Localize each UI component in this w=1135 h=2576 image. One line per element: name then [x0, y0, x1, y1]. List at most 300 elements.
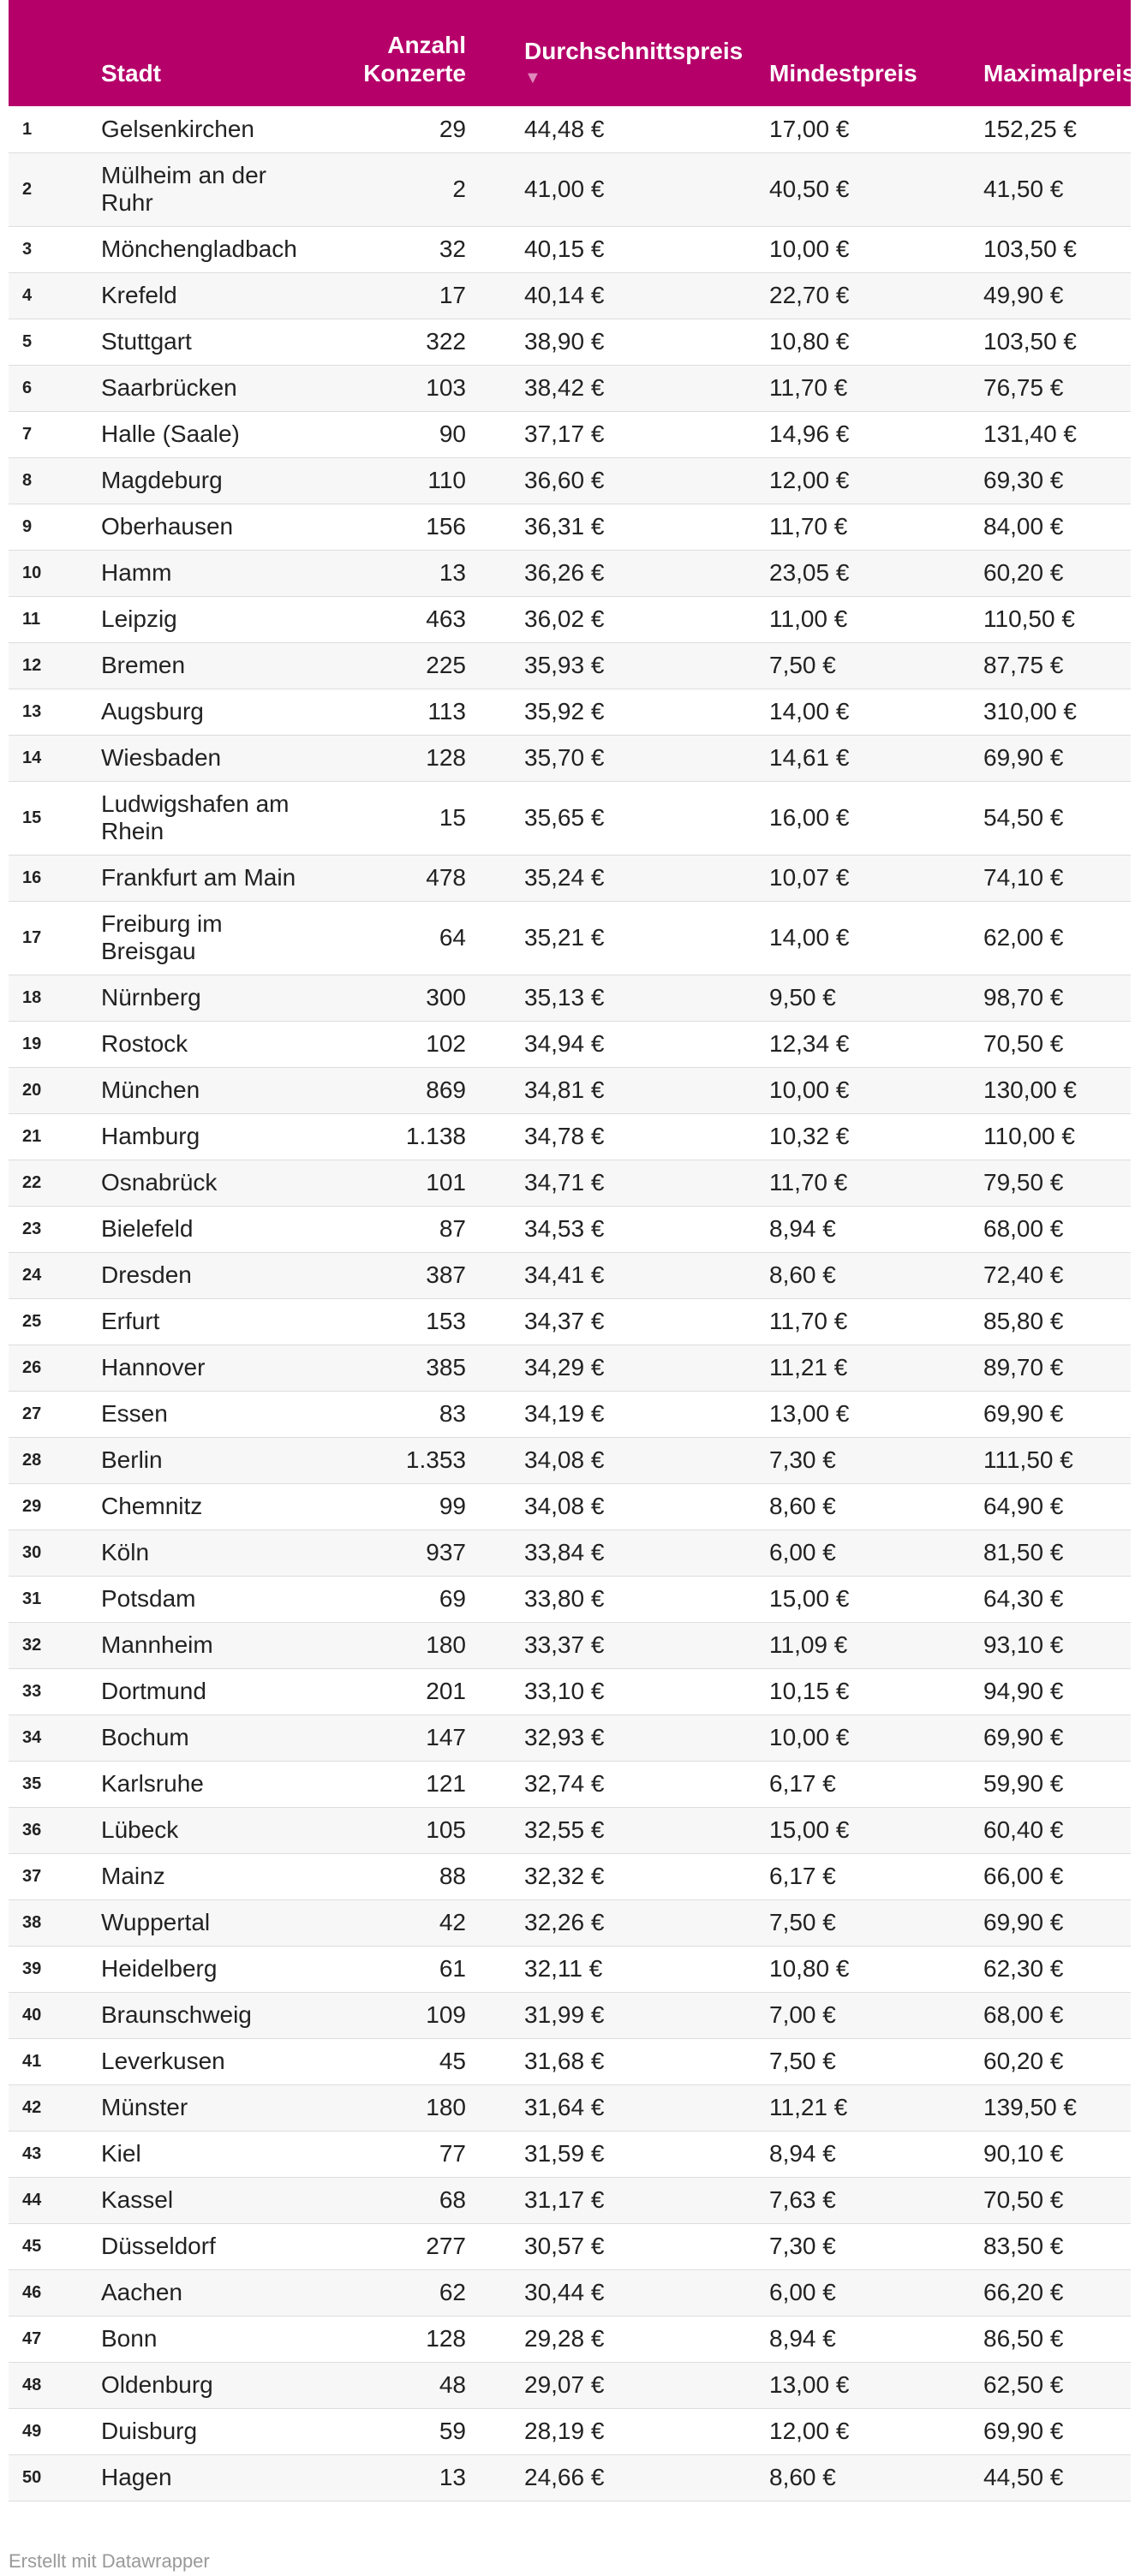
min-price-cell: 11,09 € [769, 1631, 848, 1658]
rank-cell: 17 [22, 928, 42, 947]
max-price-cell: 85,80 € [983, 1308, 1064, 1334]
rank-cell: 42 [22, 2098, 42, 2117]
avg-price-cell: 24,66 € [524, 2464, 605, 2490]
rank-cell: 20 [22, 1081, 42, 1100]
min-price-cell: 10,00 € [769, 1724, 850, 1750]
concert-count-cell: 300 [426, 984, 466, 1011]
city-cell: Karlsruhe [101, 1770, 204, 1797]
min-price-cell: 11,21 € [769, 1354, 848, 1380]
avg-price-cell: 34,29 € [524, 1354, 605, 1380]
table-row [9, 1021, 1131, 1067]
min-price-cell: 13,00 € [769, 2371, 850, 2398]
avg-price-cell: 32,32 € [524, 1863, 605, 1889]
avg-price-cell: 36,31 € [524, 513, 605, 540]
rank-cell: 9 [22, 517, 33, 536]
concert-count-cell: 869 [426, 1076, 466, 1103]
table-row [9, 855, 1131, 901]
header-max-price[interactable]: Maximalpreis [973, 12, 1131, 106]
avg-price-cell: 28,19 € [524, 2418, 605, 2444]
min-price-cell: 7,50 € [769, 652, 836, 678]
min-price-cell: 6,00 € [769, 1539, 836, 1565]
avg-price-cell: 33,80 € [524, 1585, 605, 1612]
avg-price-cell: 31,59 € [524, 2140, 605, 2167]
table-row [9, 457, 1131, 504]
header-city[interactable]: Stadt [91, 12, 314, 106]
min-price-cell: 11,00 € [769, 605, 848, 632]
table-row [9, 689, 1131, 735]
rank-cell: 47 [22, 2329, 42, 2348]
concert-count-cell: 77 [439, 2140, 466, 2167]
max-price-cell: 70,50 € [983, 1030, 1064, 1057]
concert-count-cell: 147 [426, 1724, 466, 1750]
city-cell: Oberhausen [101, 513, 234, 540]
city-cell: Nürnberg [101, 984, 201, 1011]
max-price-cell: 93,10 € [983, 1631, 1064, 1658]
table-row [9, 1761, 1131, 1807]
concert-count-cell: 277 [426, 2233, 466, 2259]
city-cell: Aachen [101, 2279, 182, 2305]
rank-cell: 35 [22, 1774, 42, 1793]
city-cell: Chemnitz [101, 1493, 203, 1519]
rank-cell: 13 [22, 702, 42, 721]
concert-count-cell: 225 [426, 652, 466, 678]
min-price-cell: 6,17 € [769, 1770, 836, 1797]
concert-count-cell: 64 [439, 924, 466, 951]
city-cell: Lübeck [101, 1816, 179, 1843]
min-price-cell: 6,17 € [769, 1863, 836, 1889]
table-row [9, 1576, 1131, 1622]
avg-price-cell: 34,94 € [524, 1030, 605, 1057]
city-cell: Leipzig [101, 605, 177, 632]
max-price-cell: 62,50 € [983, 2371, 1064, 2398]
city-cell: Hamm [101, 559, 172, 586]
min-price-cell: 8,60 € [769, 1493, 836, 1519]
concert-price-table [9, 0, 1135, 2501]
table-row [9, 411, 1131, 457]
concert-count-cell: 478 [426, 864, 466, 891]
avg-price-cell: 35,13 € [524, 984, 605, 1011]
min-price-cell: 7,00 € [769, 2001, 836, 2028]
table-row [9, 1252, 1131, 1298]
min-price-cell: 14,00 € [769, 924, 850, 951]
avg-price-cell: 32,11 € [524, 1955, 603, 1982]
concert-count-cell: 61 [439, 1955, 466, 1982]
concert-count-cell: 1.353 [405, 1446, 466, 1473]
table-row [9, 1160, 1131, 1206]
max-price-cell: 60,40 € [983, 1816, 1064, 1843]
min-price-cell: 22,70 € [769, 282, 850, 308]
avg-price-cell: 32,93 € [524, 1724, 605, 1750]
max-price-cell: 103,50 € [983, 236, 1077, 262]
city-cell: Gelsenkirchen [101, 115, 254, 142]
rank-cell: 19 [22, 1035, 42, 1053]
max-price-cell: 110,50 € [983, 605, 1075, 632]
table-row [9, 2038, 1131, 2084]
max-price-cell: 62,30 € [983, 1955, 1064, 1982]
rank-cell: 38 [22, 1913, 42, 1932]
rank-cell: 27 [22, 1404, 42, 1423]
max-price-cell: 130,00 € [983, 1076, 1077, 1103]
avg-price-cell: 40,15 € [524, 236, 605, 262]
rank-cell: 24 [22, 1266, 42, 1285]
city-cell: Rostock [101, 1030, 188, 1057]
avg-price-cell: 31,99 € [524, 2001, 605, 2028]
rank-cell: 1 [22, 119, 33, 139]
rank-cell: 34 [22, 1728, 42, 1747]
city-cell: Münster [101, 2094, 188, 2120]
rank-cell: 3 [22, 240, 33, 259]
rank-cell: 23 [22, 1219, 42, 1238]
max-price-cell: 79,50 € [983, 1169, 1064, 1196]
max-price-cell: 69,90 € [983, 744, 1064, 771]
city-cell: Essen [101, 1400, 168, 1427]
avg-price-cell: 32,74 € [524, 1770, 605, 1797]
max-price-cell: 94,90 € [983, 1678, 1064, 1704]
city-cell: Hagen [101, 2464, 172, 2490]
min-price-cell: 9,50 € [769, 984, 836, 1011]
table-row [9, 2362, 1131, 2408]
max-price-cell: 70,50 € [983, 2186, 1064, 2213]
sort-descending-icon: ▼ [524, 69, 541, 87]
concert-count-cell: 90 [439, 420, 466, 447]
rank-cell: 21 [22, 1127, 42, 1146]
max-price-cell: 74,10 € [983, 864, 1064, 891]
table-row [9, 975, 1131, 1021]
city-cell: Krefeld [101, 282, 177, 308]
max-price-cell: 59,90 € [983, 1770, 1064, 1797]
concert-count-cell: 99 [439, 1493, 466, 1519]
rank-cell: 46 [22, 2283, 42, 2302]
table-row [9, 1714, 1131, 1761]
avg-price-cell: 35,24 € [524, 864, 605, 891]
rank-cell: 48 [22, 2376, 42, 2394]
footer-credit: Erstellt mit Datawrapper [9, 2550, 210, 2572]
max-price-cell: 110,00 € [983, 1123, 1075, 1149]
table-row [9, 1807, 1131, 1853]
concert-count-cell: 110 [427, 467, 466, 493]
table-row [9, 2269, 1131, 2316]
min-price-cell: 16,00 € [769, 804, 850, 831]
concert-count-cell: 121 [426, 1770, 466, 1797]
avg-price-cell: 36,02 € [524, 605, 605, 632]
rank-cell: 32 [22, 1636, 42, 1655]
city-cell: Kiel [101, 2140, 141, 2167]
city-cell: Düsseldorf [101, 2233, 216, 2259]
rank-cell: 5 [22, 332, 33, 351]
city-cell: Stuttgart [101, 328, 192, 355]
avg-price-cell: 31,64 € [524, 2094, 605, 2120]
avg-price-cell: 34,08 € [524, 1493, 605, 1519]
rank-cell: 50 [22, 2468, 42, 2487]
city-cell: Dortmund [101, 1678, 206, 1704]
rank-cell: 25 [22, 1312, 42, 1331]
max-price-cell: 49,90 € [983, 282, 1064, 308]
table-row [9, 2177, 1131, 2223]
rank-cell: 18 [22, 988, 42, 1007]
min-price-cell: 12,34 € [769, 1030, 850, 1057]
min-price-cell: 8,94 € [769, 1215, 836, 1242]
table-row [9, 1067, 1131, 1113]
avg-price-cell: 33,10 € [524, 1678, 605, 1704]
concert-count-cell: 45 [439, 2048, 466, 2074]
rank-cell: 8 [22, 471, 33, 490]
concert-count-cell: 1.138 [405, 1123, 466, 1149]
header-min-price[interactable]: Mindestpreis [759, 12, 973, 106]
table-row [9, 1298, 1131, 1345]
max-price-cell: 60,20 € [983, 559, 1064, 586]
rank-cell: 4 [22, 286, 33, 305]
max-price-cell: 87,75 € [983, 652, 1064, 678]
table-row [9, 1391, 1131, 1437]
avg-price-cell: 34,08 € [524, 1446, 605, 1473]
max-price-cell: 64,30 € [983, 1585, 1064, 1612]
table-row [9, 2454, 1131, 2501]
min-price-cell: 10,80 € [769, 1955, 850, 1982]
min-price-cell: 11,70 € [769, 1169, 848, 1196]
avg-price-cell: 35,92 € [524, 698, 605, 724]
rank-cell: 15 [22, 808, 42, 827]
city-cell: Mülheim an der Ruhr [101, 162, 266, 216]
avg-price-cell: 33,37 € [524, 1631, 605, 1658]
min-price-cell: 7,50 € [769, 1909, 836, 1935]
rank-cell: 14 [22, 748, 42, 767]
max-price-cell: 139,50 € [983, 2094, 1077, 2120]
city-cell: Oldenburg [101, 2371, 213, 2398]
table-scroll-container[interactable] [9, 0, 1135, 2501]
concert-count-cell: 128 [426, 744, 466, 771]
concert-count-cell: 88 [439, 1863, 466, 1889]
min-price-cell: 10,32 € [769, 1123, 850, 1149]
rank-cell: 40 [22, 2006, 42, 2024]
table-row [9, 901, 1131, 975]
rank-cell: 6 [22, 379, 33, 397]
min-price-cell: 10,07 € [769, 864, 850, 891]
avg-price-cell: 30,44 € [524, 2279, 605, 2305]
concert-count-cell: 463 [426, 605, 466, 632]
header-rank [9, 12, 91, 106]
concert-count-cell: 32 [439, 236, 466, 262]
rank-cell: 45 [22, 2237, 42, 2256]
max-price-cell: 83,50 € [983, 2233, 1064, 2259]
concert-count-cell: 156 [426, 513, 466, 540]
city-cell: Berlin [101, 1446, 163, 1473]
city-cell: Köln [101, 1539, 150, 1565]
city-cell: Bonn [101, 2325, 158, 2352]
max-price-cell: 89,70 € [983, 1354, 1064, 1380]
min-price-cell: 17,00 € [769, 115, 850, 142]
min-price-cell: 15,00 € [769, 1816, 850, 1843]
min-price-cell: 7,50 € [769, 2048, 836, 2074]
rank-cell: 33 [22, 1682, 42, 1701]
table-row [9, 106, 1131, 152]
table-row [9, 1668, 1131, 1714]
table-row [9, 550, 1131, 596]
concert-count-cell: 385 [426, 1354, 466, 1380]
avg-price-cell: 41,00 € [524, 176, 605, 202]
table-row [9, 226, 1131, 272]
rank-cell: 39 [22, 1959, 42, 1978]
max-price-cell: 41,50 € [983, 176, 1064, 202]
concert-count-cell: 2 [452, 176, 466, 202]
concert-count-cell: 153 [426, 1308, 466, 1334]
avg-price-cell: 32,55 € [524, 1816, 605, 1843]
header-avg-price[interactable] [476, 12, 759, 106]
city-cell: Halle (Saale) [101, 420, 240, 447]
avg-price-cell: 37,17 € [524, 420, 605, 447]
concert-count-cell: 113 [427, 698, 466, 724]
table-row [9, 596, 1131, 642]
min-price-cell: 15,00 € [769, 1585, 850, 1612]
table-row [9, 1483, 1131, 1530]
rank-cell: 12 [22, 656, 42, 675]
min-price-cell: 8,94 € [769, 2325, 836, 2352]
rank-cell: 26 [22, 1358, 42, 1377]
min-price-cell: 13,00 € [769, 1400, 850, 1427]
max-price-cell: 69,90 € [983, 2418, 1064, 2444]
rank-cell: 28 [22, 1451, 42, 1470]
table-row [9, 272, 1131, 319]
city-cell: Saarbrücken [101, 374, 237, 401]
max-price-cell: 111,50 € [983, 1446, 1073, 1473]
min-price-cell: 11,21 € [769, 2094, 848, 2120]
min-price-cell: 11,70 € [769, 1308, 848, 1334]
city-cell: Leverkusen [101, 2048, 225, 2074]
table-header [9, 12, 1135, 106]
avg-price-cell: 35,93 € [524, 652, 605, 678]
max-price-cell: 90,10 € [983, 2140, 1064, 2167]
avg-price-cell: 38,42 € [524, 374, 605, 401]
table-row [9, 2223, 1131, 2269]
max-price-cell: 84,00 € [983, 513, 1064, 540]
max-price-cell: 76,75 € [983, 374, 1064, 401]
avg-price-cell: 40,14 € [524, 282, 605, 308]
avg-price-cell: 29,07 € [524, 2371, 605, 2398]
max-price-cell: 60,20 € [983, 2048, 1064, 2074]
city-cell: Bielefeld [101, 1215, 194, 1242]
rank-cell: 30 [22, 1543, 42, 1562]
max-price-cell: 54,50 € [983, 804, 1064, 831]
max-price-cell: 62,00 € [983, 924, 1064, 951]
city-cell: Bremen [101, 652, 186, 678]
concert-count-cell: 322 [426, 328, 466, 355]
avg-price-cell: 34,53 € [524, 1215, 605, 1242]
min-price-cell: 12,00 € [769, 467, 850, 493]
min-price-cell: 40,50 € [769, 176, 850, 202]
rank-cell: 41 [22, 2052, 42, 2071]
table-row [9, 735, 1131, 781]
avg-price-cell: 34,71 € [524, 1169, 605, 1196]
rank-cell: 2 [22, 180, 33, 199]
max-price-cell: 66,00 € [983, 1863, 1064, 1889]
max-price-cell: 310,00 € [983, 698, 1077, 724]
rank-cell: 22 [22, 1173, 42, 1192]
city-cell: Freiburg im Breisgau [101, 910, 223, 964]
rank-cell: 7 [22, 425, 33, 444]
concert-count-cell: 87 [439, 1215, 466, 1242]
concert-count-cell: 387 [426, 1261, 466, 1288]
city-cell: Potsdam [101, 1585, 196, 1612]
concert-count-cell: 62 [439, 2279, 466, 2305]
city-cell: Hannover [101, 1354, 206, 1380]
concert-count-cell: 105 [426, 1816, 466, 1843]
concert-count-cell: 180 [426, 2094, 466, 2120]
table-row [9, 319, 1131, 365]
concert-count-cell: 69 [439, 1585, 466, 1612]
concert-count-cell: 42 [439, 1909, 466, 1935]
header-count[interactable]: Anzahl Konzerte [314, 12, 476, 106]
min-price-cell: 10,15 € [769, 1678, 850, 1704]
rank-cell: 29 [22, 1497, 42, 1516]
concert-count-cell: 48 [439, 2371, 466, 2398]
avg-price-cell: 34,81 € [524, 1076, 605, 1103]
city-cell: Hamburg [101, 1123, 200, 1149]
max-price-cell: 69,90 € [983, 1400, 1064, 1427]
min-price-cell: 10,00 € [769, 236, 850, 262]
table-row [9, 504, 1131, 550]
rank-cell: 11 [22, 610, 41, 629]
table-row [9, 1992, 1131, 2038]
city-cell: Braunschweig [101, 2001, 252, 2028]
city-cell: Bochum [101, 1724, 189, 1750]
rank-cell: 16 [22, 868, 42, 887]
max-price-cell: 72,40 € [983, 1261, 1064, 1288]
avg-price-cell: 34,37 € [524, 1308, 605, 1334]
table-row [9, 1622, 1131, 1668]
avg-price-cell: 34,19 € [524, 1400, 605, 1427]
city-cell: Heidelberg [101, 1955, 218, 1982]
avg-price-cell: 31,68 € [524, 2048, 605, 2074]
min-price-cell: 10,00 € [769, 1076, 850, 1103]
min-price-cell: 7,30 € [769, 2233, 836, 2259]
concert-count-cell: 13 [439, 2464, 466, 2490]
avg-price-cell: 38,90 € [524, 328, 605, 355]
concert-count-cell: 109 [426, 2001, 466, 2028]
city-cell: Ludwigshafen am Rhein [101, 790, 290, 844]
avg-price-cell: 29,28 € [524, 2325, 605, 2352]
min-price-cell: 11,70 € [769, 513, 848, 540]
rank-cell: 37 [22, 1867, 42, 1886]
table-row [9, 1853, 1131, 1899]
concert-count-cell: 83 [439, 1400, 466, 1427]
city-cell: Mainz [101, 1863, 165, 1889]
max-price-cell: 98,70 € [983, 984, 1064, 1011]
table-row [9, 781, 1131, 855]
min-price-cell: 7,63 € [769, 2186, 836, 2213]
city-cell: Wiesbaden [101, 744, 222, 771]
min-price-cell: 8,94 € [769, 2140, 836, 2167]
avg-price-cell: 36,26 € [524, 559, 605, 586]
max-price-cell: 81,50 € [983, 1539, 1064, 1565]
table-row [9, 2316, 1131, 2362]
concert-count-cell: 103 [426, 374, 466, 401]
city-cell: Erfurt [101, 1308, 160, 1334]
concert-count-cell: 102 [426, 1030, 466, 1057]
rank-cell: 10 [22, 564, 42, 582]
min-price-cell: 14,96 € [769, 420, 850, 447]
concert-count-cell: 937 [426, 1539, 466, 1565]
max-price-cell: 64,90 € [983, 1493, 1064, 1519]
avg-price-cell: 31,17 € [524, 2186, 605, 2213]
table-row [9, 152, 1131, 226]
table-row [9, 2084, 1131, 2131]
table-row [9, 1899, 1131, 1946]
avg-price-cell: 30,57 € [524, 2233, 605, 2259]
avg-price-cell: 35,70 € [524, 744, 605, 771]
concert-count-cell: 101 [426, 1169, 466, 1196]
avg-price-cell: 35,65 € [524, 804, 605, 831]
table-row [9, 1437, 1131, 1483]
concert-count-cell: 128 [426, 2325, 466, 2352]
